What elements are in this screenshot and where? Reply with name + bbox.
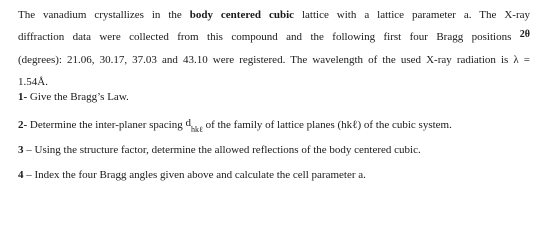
question-3 [18, 143, 421, 157]
question-number: 3 [18, 144, 24, 156]
lattice-type-bold: body centered cubic [189, 9, 295, 21]
question-2 [18, 118, 452, 133]
intro-line-2 [18, 26, 530, 49]
d-spacing-subscript: hkℓ [190, 125, 203, 134]
intro-text: The vanadium crystallizes in the [18, 9, 190, 21]
question-text: Determine the inter-planer spacing [27, 119, 186, 131]
question-1 [18, 90, 129, 104]
d-spacing-symbol: d [185, 117, 191, 129]
intro-text: 1.54Å. [18, 76, 48, 88]
question-text: of the family of lattice planes (hkℓ) of the cubic system. [202, 119, 452, 131]
intro-line-3 [18, 49, 530, 71]
question-text: – Index the four Bragg angles given above and calculate the cell parameter a. [23, 169, 366, 181]
intro-text: diffraction data were collected from this compound and the following first four Bragg positions [18, 31, 520, 43]
document-body [18, 4, 530, 181]
question-text: Give the Bragg’s Law. [27, 91, 129, 103]
question-number: 2- [18, 119, 28, 131]
intro-paragraph [18, 4, 530, 93]
question-4 [18, 168, 366, 182]
two-theta-symbol: 2θ [519, 29, 530, 40]
question-text: – Using the structure factor, determine the allowed reflections of the body centered cubic. [23, 144, 421, 156]
intro-line-1 [18, 4, 530, 26]
intro-text: lattice with a lattice parameter a. The X-ray [294, 9, 530, 21]
intro-text: (degrees): 21.06, 30.17, 37.03 and 43.10 were registered. The wavelength of the used X-ray radiation is λ = [18, 54, 530, 66]
question-number: 1- [18, 91, 28, 103]
question-number: 4 [18, 169, 24, 181]
